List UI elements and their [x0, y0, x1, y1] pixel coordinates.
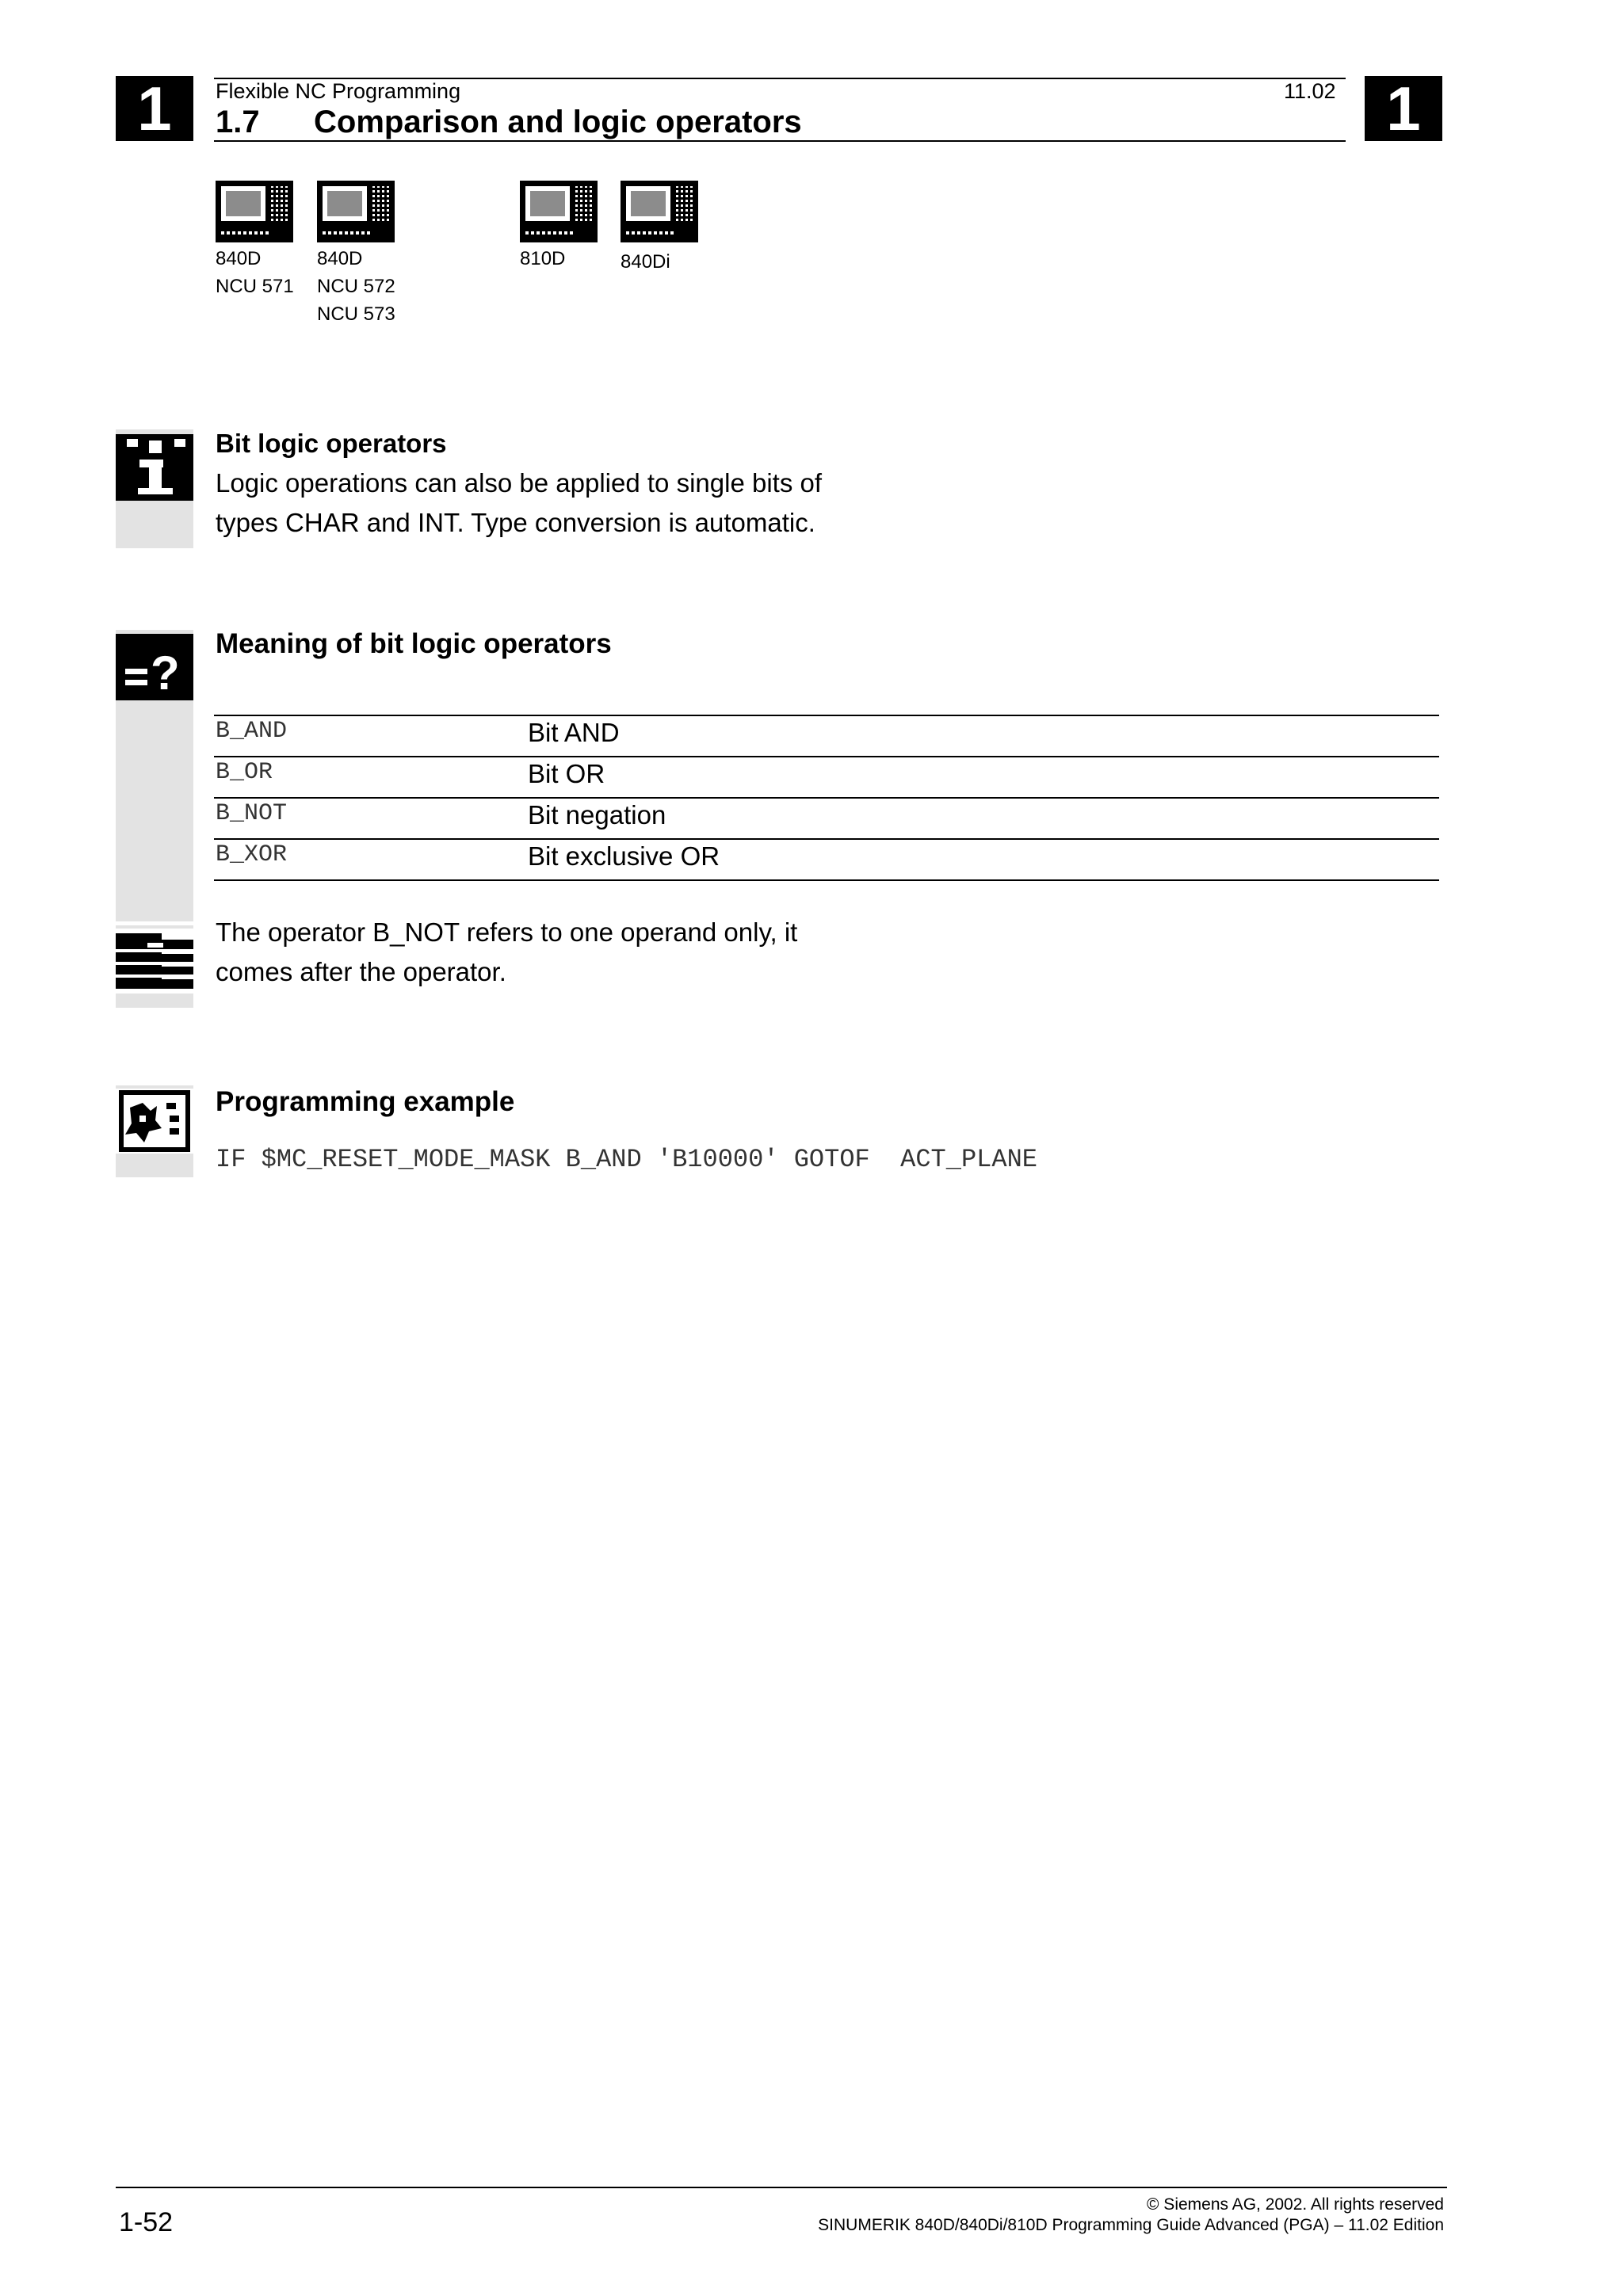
svg-text:?: ?	[151, 646, 180, 700]
pointing-hand-icon	[116, 929, 193, 994]
control-label: NCU 572	[317, 276, 395, 297]
page-number: 1-52	[119, 2207, 174, 2237]
chapter-number-left: 1	[116, 76, 193, 141]
control-label: NCU 571	[216, 276, 294, 297]
info-text-line: Logic operations can also be applied to single bits of	[216, 468, 823, 498]
meaning-heading: Meaning of bit logic operators	[216, 628, 612, 659]
info-text-line: types CHAR and INT. Type conversion is automatic.	[216, 508, 815, 537]
control-label: 840D	[317, 248, 363, 269]
control-panel-icon	[317, 181, 395, 242]
control-panel-icon	[216, 181, 293, 242]
operator-code: B_NOT	[216, 800, 288, 827]
header-bottom-rule	[214, 140, 1346, 142]
chapter-number-right: 1	[1365, 76, 1442, 141]
control-label: 840D	[216, 248, 262, 269]
table-rule	[214, 715, 1439, 716]
note-text-line: comes after the operator.	[216, 957, 506, 986]
edition-label: 11.02	[1284, 79, 1336, 103]
table-rule	[214, 756, 1439, 757]
copyright-notice: © Siemens AG, 2002. All rights reserved	[1147, 2195, 1444, 2214]
note-text-line: The operator B_NOT refers to one operand only, it	[216, 917, 798, 947]
example-heading: Programming example	[216, 1086, 515, 1117]
info-icon	[116, 434, 193, 501]
operator-description: Bit exclusive OR	[528, 841, 720, 871]
control-label: NCU 573	[317, 303, 395, 325]
operator-description: Bit AND	[528, 718, 620, 747]
control-label: 810D	[520, 248, 566, 269]
info-heading: Bit logic operators	[216, 429, 447, 458]
table-rule	[214, 797, 1439, 799]
operator-description: Bit OR	[528, 759, 605, 788]
chapter-title: Flexible NC Programming	[216, 79, 461, 103]
example-code: IF $MC_RESET_MODE_MASK B_AND 'B10000' GOTOF ACT_PLANE	[216, 1145, 1037, 1174]
operator-code: B_AND	[216, 718, 288, 745]
guide-title: SINUMERIK 840D/840Di/810D Programming Guide Advanced (PGA) – 11.02 Edition	[818, 2216, 1444, 2234]
table-rule	[214, 838, 1439, 840]
programming-example-icon	[116, 1089, 193, 1154]
control-panel-icon	[520, 181, 598, 242]
footer-rule	[116, 2187, 1447, 2188]
section-title: Comparison and logic operators	[314, 105, 802, 139]
table-rule	[214, 879, 1439, 881]
meaning-icon	[116, 634, 193, 700]
control-panel-icon	[621, 181, 698, 242]
control-label: 840Di	[621, 251, 670, 273]
operator-code: B_XOR	[216, 841, 288, 868]
section-number: 1.7	[216, 105, 260, 139]
operator-code: B_OR	[216, 759, 273, 786]
operator-description: Bit negation	[528, 800, 666, 830]
